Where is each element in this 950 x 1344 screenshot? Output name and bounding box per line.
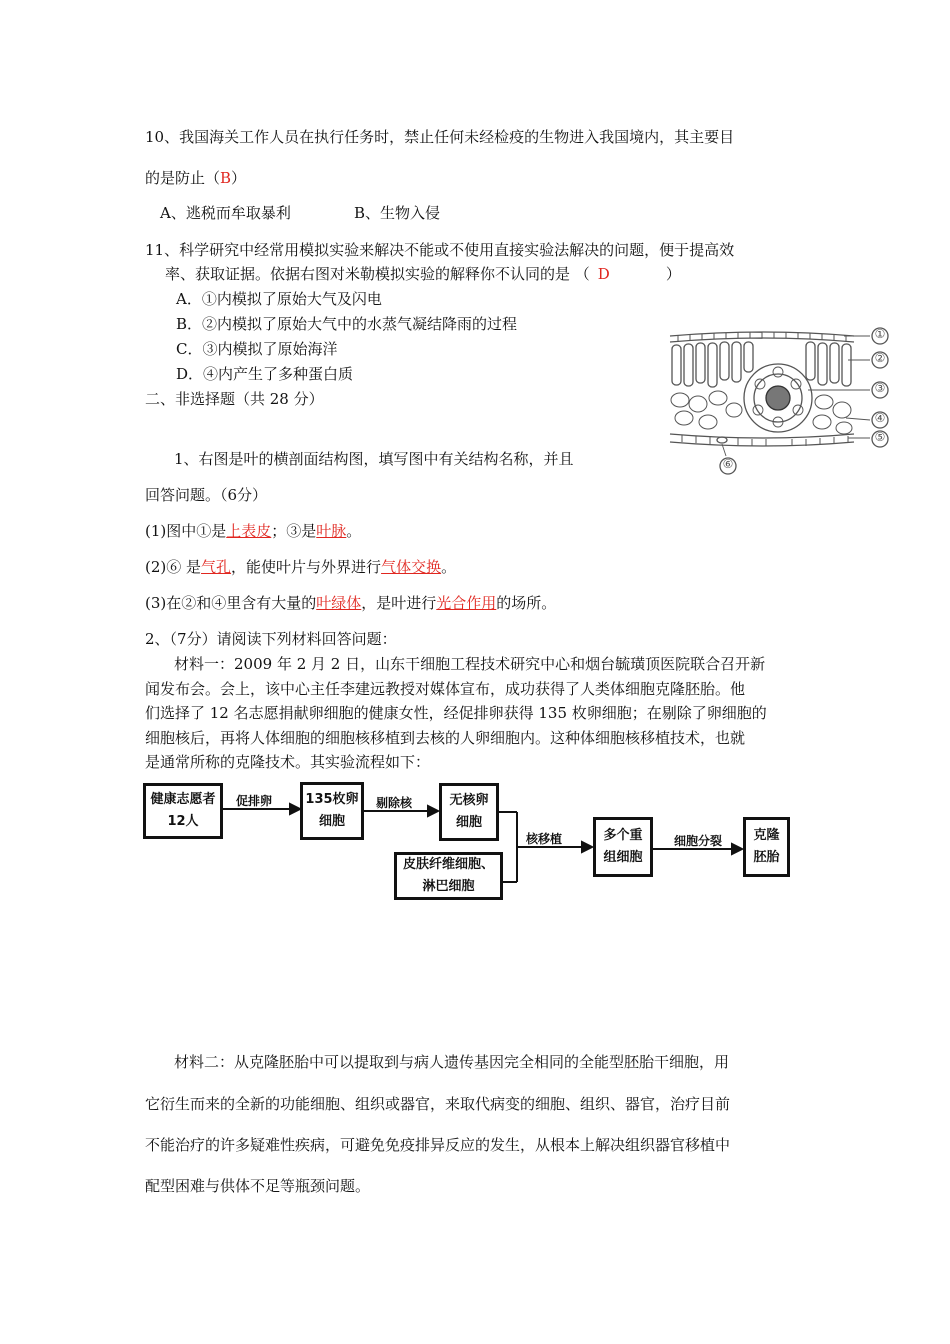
material2-line4: 配型困难与供体不足等瓶颈问题。 [145, 1177, 371, 1195]
answer-stoma: 气孔 [201, 558, 232, 576]
q11-option-d: D．④内产生了多种蛋白质 [176, 365, 354, 383]
flow-box-enucleated-eggs: 无核卵细胞 [439, 783, 499, 841]
material1-line1: 材料一：2009 年 2 月 2 日，山东干细胞工程技术研究中心和烟台毓璜顶医院联合召开新 [174, 655, 766, 673]
material1-line5: 是通常所称的克隆技术。其实验流程如下： [145, 753, 431, 771]
leaf-label-stoma: ⑥ [722, 457, 734, 471]
q11-option-c: C．③内模拟了原始海洋 [176, 340, 338, 358]
leaf-label-vein: ③ [874, 381, 886, 395]
section-title: 二、非选择题（共 28 分） [145, 390, 324, 408]
q10-line2: 的是防止（B） [145, 169, 247, 187]
flow-label-enucleation: 剔除核 [376, 796, 413, 810]
flow-label-division: 细胞分裂 [674, 834, 723, 848]
q11-line2: 率、获取证据。依据右图对米勒模拟实验的解释你不认同的是 （ D ） [165, 265, 681, 283]
leaf-q2: (2)⑥ 是气孔，能使叶片与外界进行气体交换。 [145, 558, 457, 576]
answer-gas-exchange: 气体交换 [381, 558, 442, 576]
leaf-intro-line1: 1、右图是叶的横剖面结构图，填写图中有关结构名称，并且 [174, 450, 574, 468]
leaf-label-palisade: ② [874, 351, 886, 365]
flow-box-somatic-cells: 皮肤纤维细胞、淋巴细胞 [394, 852, 503, 900]
answer-vein: 叶脉 [316, 522, 347, 540]
material1-line4: 细胞核后，再将人体细胞的细胞核移植到去核的人卵细胞内。这种体细胞核移植技术，也就 [145, 729, 746, 747]
flow-box-cloned-embryo: 克隆胚胎 [743, 817, 790, 877]
q11-option-b: B．②内模拟了原始大气中的水蒸气凝结降雨的过程 [176, 315, 518, 333]
q11-answer: D [597, 265, 610, 283]
flow-box-eggs: 135枚卵细胞 [300, 782, 364, 840]
leaf-label-upper-epidermis: ① [874, 327, 886, 341]
material2-line2: 它衍生而来的全新的功能细胞、组织或器官，来取代病变的细胞、组织、器官，治疗目前 [145, 1095, 731, 1113]
q2-heading: 2、（7分）请阅读下列材料回答问题： [145, 630, 397, 648]
q10-answer: B [220, 169, 232, 187]
q10-option-b: B、生物入侵 [354, 204, 441, 222]
material1-line2: 闻发布会。会上，该中心主任李建远教授对媒体宣布，成功获得了人类体细胞克隆胚胎。他 [145, 680, 746, 698]
flow-box-recombinant-cells: 多个重组细胞 [593, 817, 653, 877]
answer-photosynthesis: 光合作用 [436, 594, 497, 612]
q10-line1: 10、我国海关工作人员在执行任务时，禁止任何未经检疫的生物进入我国境内，其主要目 [145, 128, 735, 146]
q11-option-a: A．①内模拟了原始大气及闪电 [176, 290, 382, 308]
material2-line1: 材料二：从克隆胚胎中可以提取到与病人遗传基因完全相同的全能型胚胎干细胞，用 [174, 1053, 730, 1071]
flow-label-nuclear-transfer: 核移植 [526, 832, 563, 846]
q11-line1: 11、科学研究中经常用模拟实验来解决不能或不使用直接实验法解决的问题，便于提高效 [145, 241, 735, 259]
material2-line3: 不能治疗的许多疑难性疾病，可避免免疫排异反应的发生，从根本上解决组织器官移植中 [145, 1136, 731, 1154]
flow-label-ovulation: 促排卵 [236, 794, 273, 808]
q10-option-a: A、逃税而牟取暴利 [160, 204, 291, 222]
leaf-q3: (3)在②和④里含有大量的叶绿体，是叶进行光合作用的场所。 [145, 594, 557, 612]
answer-chloroplast: 叶绿体 [316, 594, 362, 612]
material1-line3: 们选择了 12 名志愿捐献卵细胞的健康女性，经促排卵获得 135 枚卵细胞；在剔除了卵细胞的 [145, 704, 767, 722]
leaf-label-lower-epidermis: ⑤ [874, 430, 886, 444]
answer-upper-epidermis: 上表皮 [226, 522, 272, 540]
leaf-label-spongy: ④ [874, 411, 886, 425]
leaf-q1: (1)图中①是上表皮；③是叶脉。 [145, 522, 362, 540]
leaf-intro-line2: 回答问题。（6分） [145, 486, 268, 504]
flow-box-volunteers: 健康志愿者12人 [143, 783, 223, 839]
